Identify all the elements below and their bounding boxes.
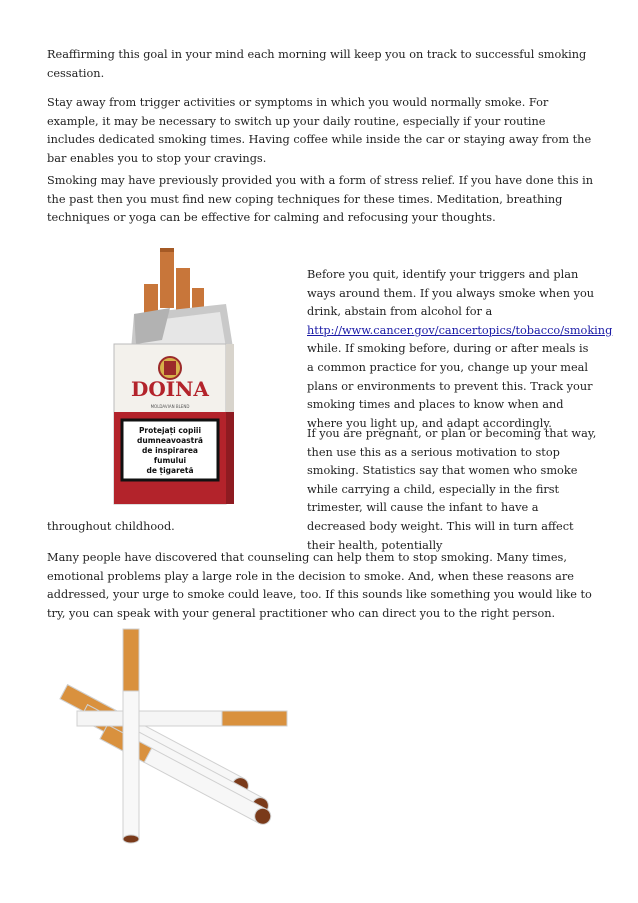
warning-line: Protejați copiii <box>138 426 202 435</box>
paragraph-pregnancy-tail: throughout childhood. <box>47 520 175 533</box>
plan-text-after: while. If smoking before, during or after meals is a common practice for you, change up your meal plans or environments to prevent this. Track your smoking times and places to know when and where you light up, and adapt accordingly. <box>307 342 593 430</box>
cancer-gov-link[interactable]: http://www.cancer.gov/cancertopics/tobacco/smoking <box>307 323 613 337</box>
pack-brand-label: DOINA <box>131 377 209 401</box>
warning-line: dumneavoastră <box>137 436 203 445</box>
paragraph-triggers: Stay away from trigger activities or symptoms in which you would normally smoke. For example, it may be necessary to switch up your daily routine, especially if your routine includes dedicated smoking times. Having coffee while inside the car or staying away from the bar enables you to stop your cravings. <box>47 96 592 165</box>
cigarettes-image <box>47 627 292 847</box>
paragraph-plan <box>307 266 613 433</box>
cigarette-pack-image <box>100 244 240 512</box>
plan-text-before: Before you quit, identify your triggers and plan ways around them. If you always smoke when you drink, abstain from alcohol for a <box>307 268 595 319</box>
paragraph-goal: Reaffirming this goal in your mind each morning will keep you on track to successful smoking cessation. <box>47 48 587 80</box>
warning-line: de țigaretă <box>146 466 194 475</box>
paragraph-stress-relief: Smoking may have previously provided you with a form of stress relief. If you have done this in the past then you must find new coping techniques for these times. Meditation, breathing techniques or yoga can be effective for calming and refocusing your thoughts. <box>47 174 593 225</box>
paragraph-counseling: Many people have discovered that counseling can help them to stop smoking. Many times, emotional problems play a large role in the decision to smoke. And, when these reasons are addressed, your urge to smoke could leave, too. If this sounds like something you would like to try, you can speak with your general practitioner who can direct you to the right person. <box>47 551 592 620</box>
pack-sub-label: MOLDAVIAN BLEND <box>150 404 190 409</box>
warning-line: fumului <box>153 456 187 465</box>
warning-line: de inspirarea <box>142 446 198 455</box>
paragraph-pregnancy: If you are pregnant, or plan or becoming that way, then use this as a serious motivation to stop smoking. Statistics say that women who smoke while carrying a child, especially in the first trimester, will cause the infant to have a decreased body weight. This will in turn affect their health, potentially <box>307 427 597 552</box>
